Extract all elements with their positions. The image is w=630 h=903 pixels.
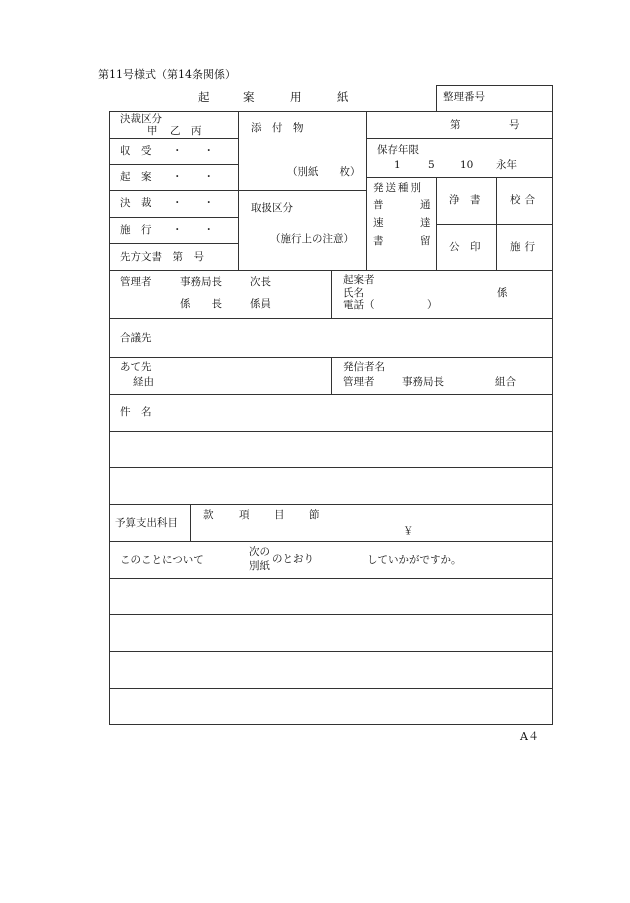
koin-label: 公 印 bbox=[449, 241, 481, 253]
hozon-label: 保存年限 bbox=[377, 144, 419, 156]
gogi-label: 合議先 bbox=[120, 332, 152, 344]
hasshin-jimukyokucho: 事務局長 bbox=[402, 376, 444, 388]
kessai-otsu[interactable]: 乙 bbox=[170, 125, 181, 137]
denwa-label[interactable]: 電話（ ） bbox=[343, 299, 438, 311]
shiko-date[interactable]: ・ ・ bbox=[172, 224, 214, 236]
keiyu-label: 経由 bbox=[133, 376, 154, 388]
kakari-label: 係 bbox=[497, 287, 508, 299]
page-size-label: A４ bbox=[520, 730, 539, 743]
rule-row-3 bbox=[109, 578, 553, 579]
josho-label: 浄 書 bbox=[449, 194, 481, 206]
rule-row-blank-1 bbox=[109, 431, 553, 432]
shiko-note: （施行上の注意） bbox=[270, 233, 354, 245]
seiri-bangou-label: 整理番号 bbox=[443, 91, 485, 103]
shiko-label: 施 行 bbox=[120, 224, 152, 236]
kogo-label: 校合 bbox=[510, 194, 539, 206]
rule-left-1 bbox=[109, 138, 238, 139]
shuju-date[interactable]: ・ ・ bbox=[172, 145, 214, 157]
hasshinsha-label: 発信者名 bbox=[343, 361, 385, 373]
role-kakaricho: 係 長 bbox=[180, 298, 222, 310]
tenpu-label: 添 付 物 bbox=[251, 122, 304, 134]
divider-v-kanri bbox=[331, 270, 332, 318]
rule-row-4 bbox=[109, 614, 553, 615]
form-number: 第11号様式（第14条関係） bbox=[98, 68, 236, 81]
body-prefix: このことについて bbox=[120, 554, 204, 566]
title-char-2: 案 bbox=[243, 90, 255, 104]
kessai-label: 決 裁 bbox=[120, 197, 152, 209]
yen-sign[interactable]: ￥ bbox=[403, 525, 414, 537]
rule-left-4 bbox=[109, 217, 238, 218]
rule-right-3 bbox=[436, 224, 553, 225]
kian-date[interactable]: ・ ・ bbox=[172, 171, 214, 183]
hasso-sokutatsu-2[interactable]: 達 bbox=[420, 217, 431, 229]
rule-row-body bbox=[109, 541, 553, 542]
yosan-kan: 款 bbox=[203, 509, 214, 521]
yosan-ko: 項 bbox=[239, 509, 250, 521]
kian-label: 起 案 bbox=[120, 171, 152, 183]
rule-row-kenmei bbox=[109, 394, 553, 395]
rule-row-6 bbox=[109, 688, 553, 689]
dai-label: 第 bbox=[450, 119, 461, 131]
kessai-kubun-label: 決裁区分 bbox=[120, 113, 162, 125]
hasso-sokutatsu-1[interactable]: 速 bbox=[373, 217, 384, 229]
hozon-5[interactable]: 5 bbox=[428, 159, 435, 171]
role-jimukyokucho: 事務局長 bbox=[180, 276, 222, 288]
hasso-label: 発送種別 bbox=[373, 182, 423, 194]
divider-v-center bbox=[366, 111, 367, 270]
rule-row-blank-2 bbox=[109, 467, 553, 468]
hozon-10[interactable]: 10 bbox=[460, 159, 474, 171]
go-label: 号 bbox=[509, 119, 520, 131]
yosan-label: 予算支出科目 bbox=[115, 517, 178, 529]
shiko-stamp-label: 施行 bbox=[510, 241, 539, 253]
rule-left-3 bbox=[109, 190, 238, 191]
rule-row-yosan bbox=[109, 504, 553, 505]
divider-v-yosan bbox=[190, 504, 191, 541]
yosan-moku: 目 bbox=[274, 509, 285, 521]
kenmei-label: 件 名 bbox=[120, 406, 152, 418]
rule-right-1 bbox=[366, 138, 553, 139]
body-choice-top[interactable]: 次の bbox=[249, 546, 270, 558]
body-choice-bottom[interactable]: 別紙 bbox=[249, 560, 270, 572]
hasshin-kumiai: 組合 bbox=[495, 376, 516, 388]
hozon-1[interactable]: 1 bbox=[394, 159, 401, 171]
kanrisha-label: 管理者 bbox=[120, 276, 152, 288]
body-suffix: のとおり bbox=[272, 553, 314, 565]
shimei-label: 氏名 bbox=[343, 287, 364, 299]
rule-left-5 bbox=[109, 243, 238, 244]
hasso-futsu-2[interactable]: 通 bbox=[420, 199, 431, 211]
divider-v-atesaki bbox=[331, 357, 332, 394]
betsushi-count[interactable]: （別紙 枚） bbox=[287, 166, 361, 178]
rule-center-1 bbox=[238, 190, 366, 191]
rule-row-gogi bbox=[109, 318, 553, 319]
kiansha-label: 起案者 bbox=[343, 274, 375, 286]
role-jicho: 次長 bbox=[250, 276, 271, 288]
title-char-1: 起 bbox=[198, 90, 210, 104]
role-kakariin: 係員 bbox=[250, 298, 271, 310]
hasshin-kanrisha: 管理者 bbox=[343, 376, 375, 388]
shuju-label: 収 受 bbox=[120, 145, 152, 157]
hozon-einen[interactable]: 永年 bbox=[496, 159, 517, 171]
toriatsukai-label: 取扱区分 bbox=[251, 202, 293, 214]
title-char-4: 紙 bbox=[337, 90, 349, 104]
hasso-kakitome-2[interactable]: 留 bbox=[420, 235, 431, 247]
body-ending: していかがですか。 bbox=[367, 554, 462, 566]
hasso-futsu-1[interactable]: 普 bbox=[373, 199, 384, 211]
kessai-ko[interactable]: 甲 bbox=[147, 125, 158, 137]
hasso-kakitome-1[interactable]: 書 bbox=[373, 235, 384, 247]
title-char-3: 用 bbox=[290, 90, 302, 104]
rule-left-2 bbox=[109, 164, 238, 165]
rule-row-5 bbox=[109, 651, 553, 652]
kessai-hei[interactable]: 丙 bbox=[191, 125, 202, 137]
rule-right-2 bbox=[366, 177, 553, 178]
sakigata-bunsho: 先方文書 第 号 bbox=[120, 251, 204, 263]
yosan-setsu: 節 bbox=[309, 509, 320, 521]
atesaki-label: あて先 bbox=[120, 361, 152, 373]
kessai-date[interactable]: ・ ・ bbox=[172, 197, 214, 209]
